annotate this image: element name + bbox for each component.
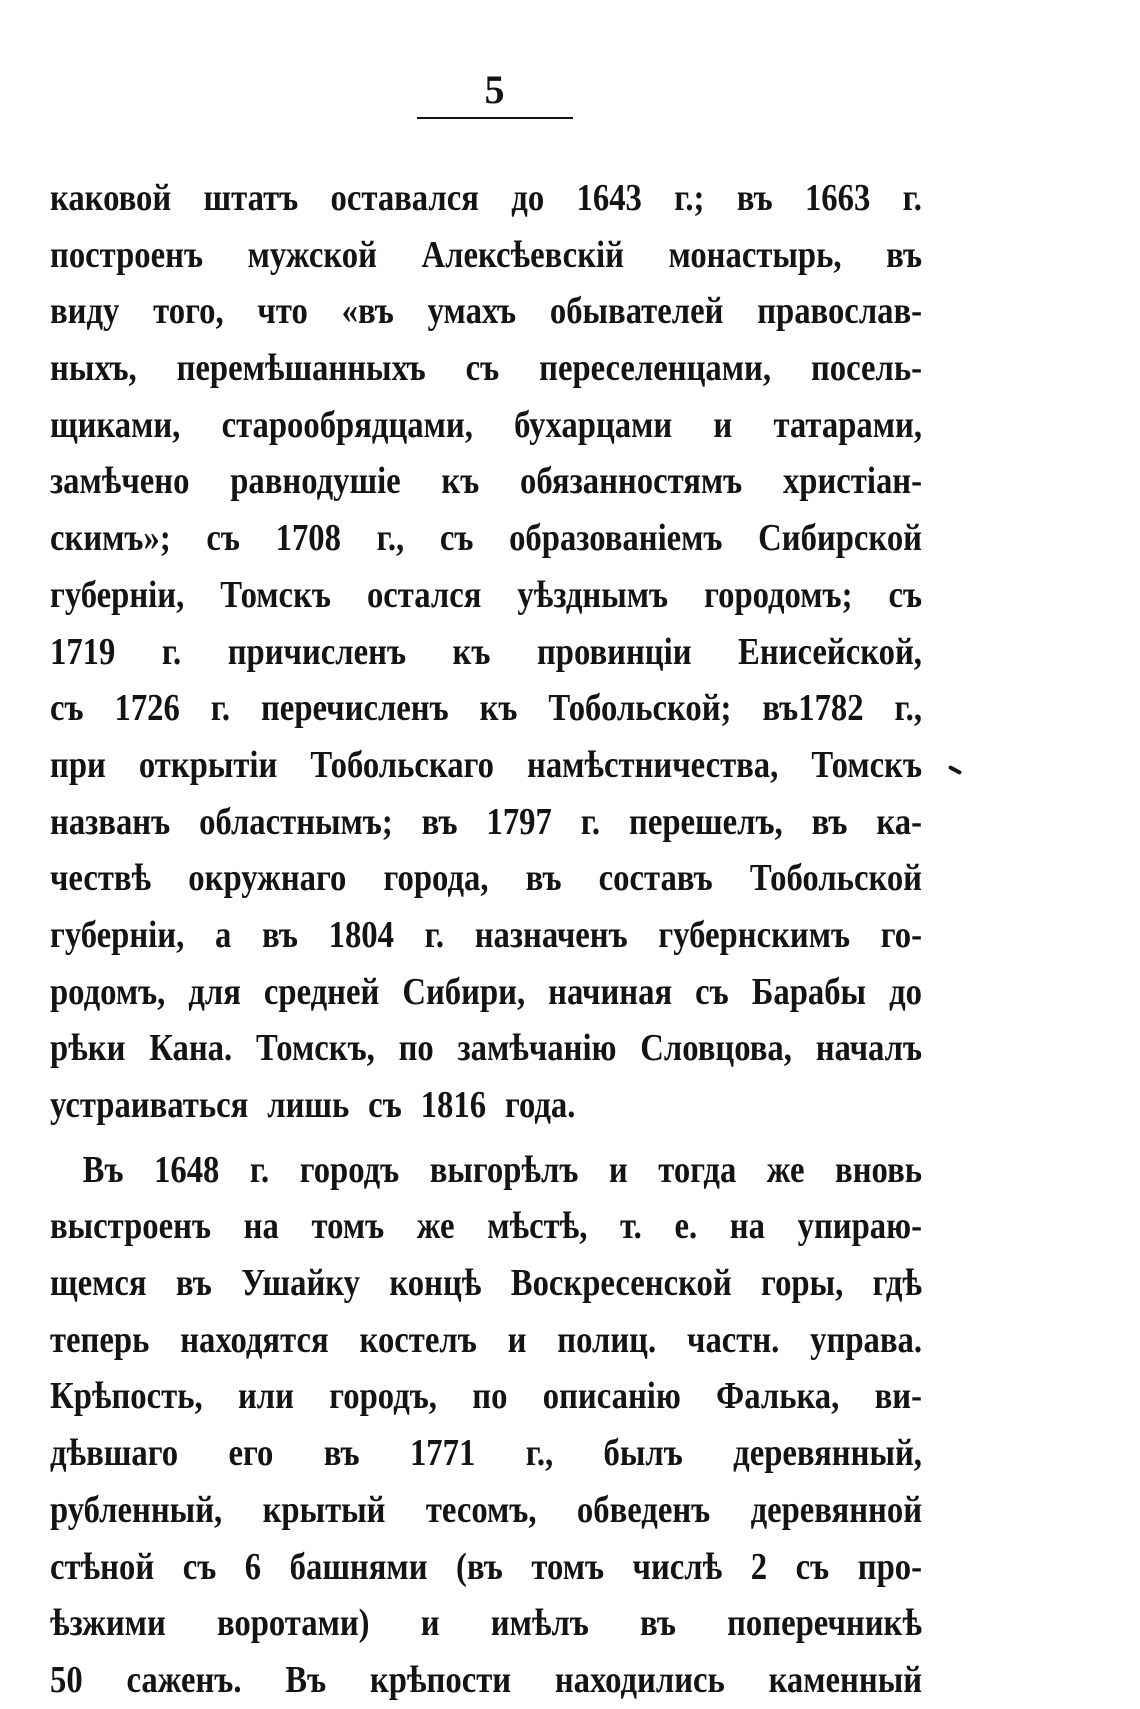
text-line: рѣки Кана. Томскъ, по замѣчанію Словцова, началъ [50, 1027, 923, 1070]
text-line: съ 1726 г. перечисленъ къ Тобольской; въ1782 г., [50, 687, 923, 730]
text-line: стѣной съ 6 башнями (въ томъ числѣ 2 съ про- [50, 1545, 922, 1588]
body-text [50, 170, 922, 1709]
text-line: Крѣпость, или городъ, по описанію Фалька, ви- [50, 1375, 922, 1418]
stray-print-mark [948, 765, 962, 775]
paragraph [50, 1142, 922, 1709]
paragraph [50, 170, 922, 1134]
text-line: виду того, что «въ умахъ обывателей православ- [50, 290, 923, 333]
text-line: при открытіи Тобольскаго намѣстничества, Томскъ [50, 743, 923, 786]
text-line: чествѣ окружнаго города, въ составъ Тобольской [50, 857, 923, 900]
text-line: щиками, старообрядцами, бухарцами и татарами, [50, 403, 922, 446]
text-line: губерніи, Томскъ остался уѣзднымъ городомъ; съ [50, 573, 923, 616]
text-line: родомъ, для средней Сибири, начиная съ Барабы до [50, 970, 922, 1013]
header-rule [417, 117, 573, 119]
text-line: выстроенъ на томъ же мѣстѣ, т. е. на упираю- [50, 1205, 922, 1248]
page-number: 5 [484, 67, 506, 112]
paragraph-gap [50, 1134, 922, 1142]
text-line: щемся въ Ушайку концѣ Воскресенской горы, гдѣ [50, 1262, 923, 1305]
text-line: рубленный, крытый тесомъ, обведенъ деревянной [50, 1488, 923, 1531]
text-line: ѣзжими воротами) и имѣлъ въ поперечникѣ [50, 1602, 922, 1645]
text-line: губерніи, а въ 1804 г. назначенъ губернскимъ го- [50, 913, 922, 956]
text-line: 1719 г. причисленъ къ провинціи Енисейской, [50, 630, 922, 673]
text-line: дѣвшаго его въ 1771 г., былъ деревянный, [50, 1432, 922, 1475]
text-line: замѣчено равнодушіе къ обязанностямъ христіан- [50, 460, 922, 503]
text-line: ныхъ, перемѣшанныхъ съ переселенцами, посель- [50, 347, 923, 390]
text-line: 50 саженъ. Въ крѣпости находились каменный [50, 1658, 923, 1701]
text-line: названъ областнымъ; въ 1797 г. перешелъ, въ ка- [50, 800, 922, 843]
text-line: каковой штатъ оставался до 1643 г.; въ 1663 г. [50, 177, 922, 219]
text-line: теперь находятся костелъ и полиц. частн. управа. [50, 1318, 923, 1361]
text-line: устраиваться лишь съ 1816 года. [50, 1084, 576, 1126]
text-line: построенъ мужской Алексѣевскій монастырь, въ [50, 233, 923, 276]
text-line: Въ 1648 г. городъ выгорѣлъ и тогда же вновь [82, 1148, 922, 1191]
text-line: скимъ»; съ 1708 г., съ образованіемъ Сибирской [50, 517, 923, 560]
